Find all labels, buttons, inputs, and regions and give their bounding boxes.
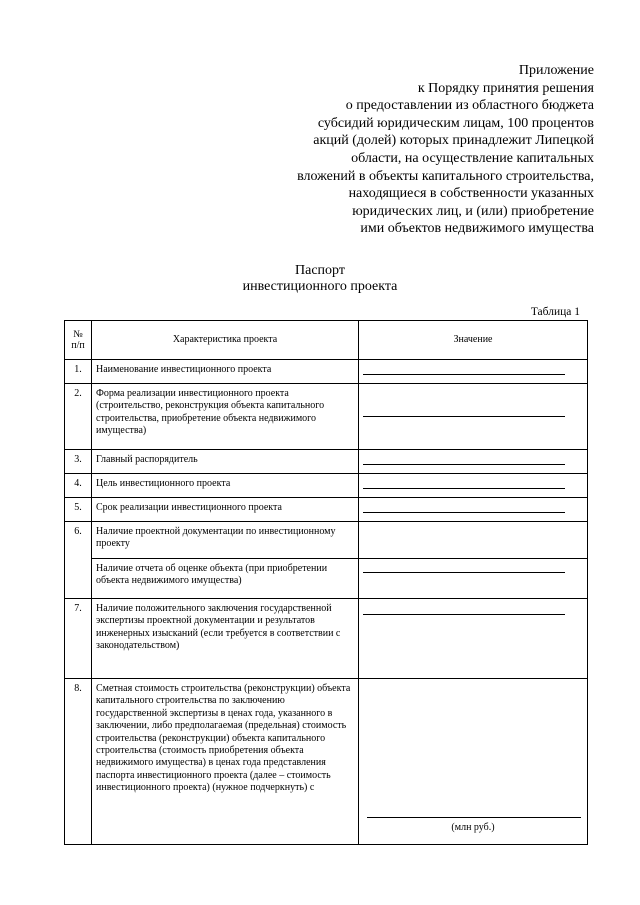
row-number: 2. <box>65 384 92 450</box>
value-blank-line <box>363 572 565 573</box>
appendix-line: к Порядку принятия решения <box>417 80 594 96</box>
row-number: 7. <box>65 599 92 679</box>
header-characteristic-cell: Характеристика проекта <box>92 321 359 360</box>
row-value <box>359 360 588 384</box>
passport-table <box>64 320 588 845</box>
row-characteristic: Главный распорядитель <box>92 450 359 474</box>
value-blank-line <box>367 817 581 818</box>
row-characteristic: Наличие проектной документации по инвестиционному проекту <box>92 522 359 559</box>
appendix-line: субсидий юридическим лицам, 100 процентов <box>317 115 594 131</box>
appendix-line: ими объектов недвижимого имущества <box>360 221 594 237</box>
table-label: Таблица 1 <box>530 306 580 318</box>
appendix-line: Приложение <box>518 63 594 78</box>
value-blank-line <box>363 614 565 615</box>
title-line-1: Паспорт <box>295 263 345 278</box>
value-blank-line <box>363 488 565 489</box>
row-number: 4. <box>65 474 92 498</box>
row-number: 6. <box>65 522 92 599</box>
row-value <box>359 450 588 474</box>
value-blank-line <box>363 374 565 375</box>
table-header-row <box>65 321 588 360</box>
table-row <box>65 679 588 845</box>
appendix-line: вложений в объекты капитального строительства, <box>297 168 594 184</box>
row-characteristic: Наименование инвестиционного проекта <box>92 360 359 384</box>
row-value <box>359 384 588 450</box>
row-number: 8. <box>65 679 92 845</box>
row-characteristic: Сметная стоимость строительства (реконструкции) объекта капитального строительства по заключению государственной экспертизы в ценах года, указанного в заключении, либо предполагаемая (предельная) стоимость строительства (реконструкции) объекта капитального строительства (стоимость приобретения объекта недвижимого имущества) в ценах года представления паспорта инвестиционного проекта (далее – стоимость инвестиционного проекта) (нужное подчеркнуть) с <box>92 679 359 845</box>
row-value <box>359 599 588 679</box>
row-value <box>359 474 588 498</box>
table-row <box>65 474 588 498</box>
value-blank-line <box>363 416 565 417</box>
row-value <box>359 498 588 522</box>
row-characteristic: Наличие положительного заключения государственной экспертизы проектной документации и результатов инженерных изысканий (если требуется в соответствии с законодательством) <box>92 599 359 679</box>
appendix-header <box>264 62 594 238</box>
row-characteristic: Срок реализации инвестиционного проекта <box>92 498 359 522</box>
appendix-line: акций (долей) которых принадлежит Липецкой <box>313 133 594 149</box>
table-row <box>65 384 588 450</box>
row-characteristic: Наличие отчета об оценке объекта (при приобретении объекта недвижимого имущества) <box>92 559 359 599</box>
value-blank-line <box>363 512 565 513</box>
table-row <box>65 599 588 679</box>
appendix-line: о предоставлении из областного бюджета <box>345 98 594 114</box>
row-number: 1. <box>65 360 92 384</box>
value-unit: (млн руб.) <box>451 822 495 833</box>
row-characteristic: Цель инвестиционного проекта <box>92 474 359 498</box>
header-number-cell: № п/п <box>65 321 92 360</box>
header-value-cell: Значение <box>359 321 588 360</box>
table-subrow <box>65 559 588 599</box>
value-blank-line <box>363 464 565 465</box>
document-title <box>0 263 640 295</box>
table-row <box>65 522 588 559</box>
table-row <box>65 498 588 522</box>
table-row <box>65 450 588 474</box>
row-characteristic: Форма реализации инвестиционного проекта (строительство, реконструкция объекта капитального строительства, приобретение объекта недвижимого имущества) <box>92 384 359 450</box>
table-row <box>65 360 588 384</box>
appendix-line: находящиеся в собственности указанных <box>348 186 594 202</box>
row-number: 5. <box>65 498 92 522</box>
row-value <box>359 559 588 599</box>
title-line-2: инвестиционного проекта <box>242 279 398 294</box>
row-value <box>359 679 588 845</box>
appendix-line: области, на осуществление капитальных <box>351 150 594 166</box>
appendix-line: юридических лиц, и (или) приобретение <box>352 203 594 219</box>
row-value <box>359 522 588 559</box>
row-number: 3. <box>65 450 92 474</box>
